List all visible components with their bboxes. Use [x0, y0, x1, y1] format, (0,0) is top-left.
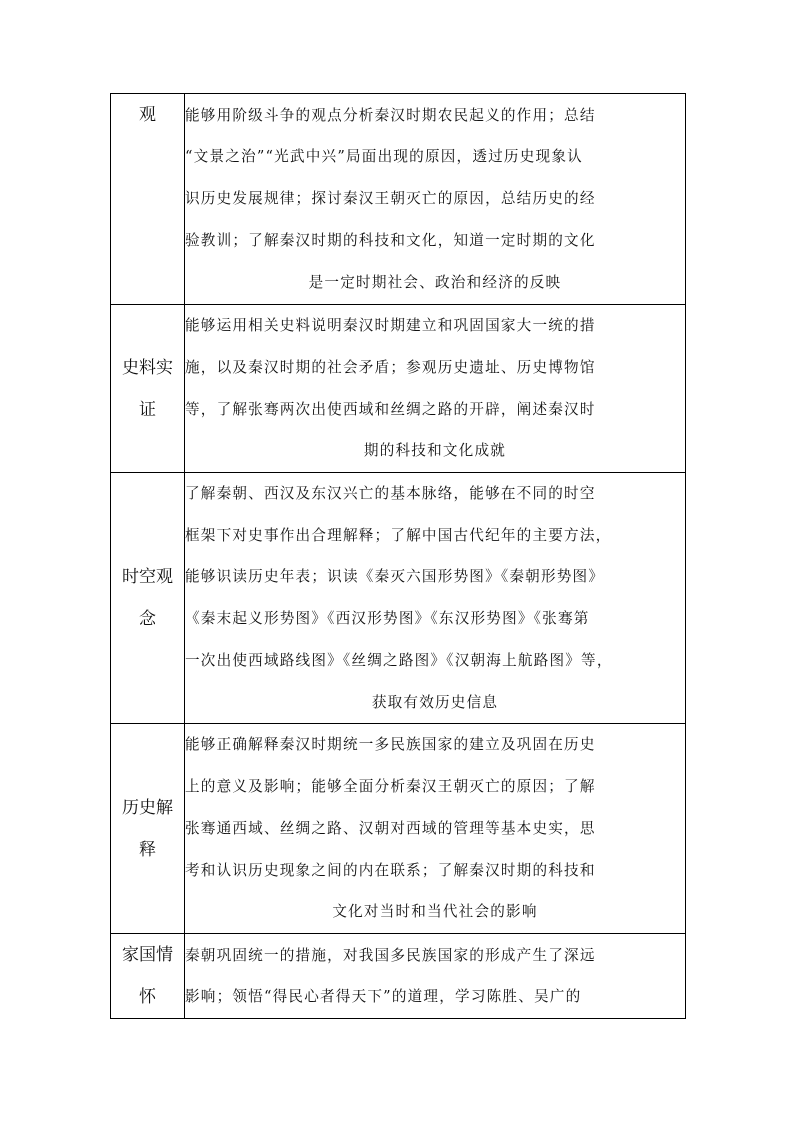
- content-line: 获取有效历史信息: [371, 693, 499, 711]
- content-line: 秦朝巩固统一的措施，对我国多民族国家的形成产生了深远: [185, 946, 596, 964]
- row-content: [185, 305, 686, 473]
- content-line: 了解秦朝、西汉及东汉兴亡的基本脉络，能够在不同的时空: [185, 485, 596, 502]
- content-line: 张骞通西域、丝绸之路、汉朝对西域的管理等基本史实，思: [185, 819, 596, 837]
- content-line: 考和认识历史现象之间的内在联系；了解秦汉时期的科技和: [185, 861, 596, 879]
- table-row: [111, 305, 686, 473]
- table-row: [111, 724, 686, 934]
- content-line: 上的意义及影响；能够全面分析秦汉王朝灭亡的原因；了解: [185, 778, 596, 796]
- content-line: 文化对当时和当代社会的影响: [332, 903, 538, 921]
- row-label-text: 史料实 证: [122, 357, 173, 420]
- row-content: [185, 934, 686, 1019]
- content-line: 是一定时期社会、政治和经济的反映: [308, 273, 562, 291]
- row-label-text: 时空观 念: [122, 567, 173, 630]
- content-line: 期的科技和文化成就: [363, 442, 507, 460]
- row-label: [111, 94, 185, 305]
- row-label-text: 历史解 释: [122, 797, 173, 860]
- content-line: 框架下对史事作出合理解释；了解中国古代纪年的主要方法，: [185, 526, 612, 544]
- content-line: 等，了解张骞两次出使西域和丝绸之路的开辟，阐述秦汉时: [185, 400, 596, 418]
- row-label: [111, 724, 185, 934]
- content-line: 识历史发展规律；探讨秦汉王朝灭亡的原因，总结历史的经: [185, 190, 596, 208]
- row-content: [185, 94, 686, 305]
- content-line: 能够运用相关史料说明秦汉时期建立和巩固国家大一统的措: [185, 317, 596, 335]
- content-line: 《秦末起义形势图》《西汉形势图》《东汉形势图》《张骞第: [185, 610, 590, 628]
- content-line: “文景之治”“光武中兴”局面出现的原因，透过历史现象认: [185, 148, 583, 166]
- row-content: [185, 724, 686, 934]
- curriculum-table: [110, 93, 686, 1019]
- row-label-text: 观: [139, 105, 156, 125]
- table-row: [111, 934, 686, 1019]
- content-line: 施，以及秦汉时期的社会矛盾；参观历史遗址、历史博物馆: [185, 358, 596, 376]
- content-line: 验教训；了解秦汉时期的科技和文化，知道一定时期的文化: [185, 231, 596, 249]
- row-label-text: 家国情 怀: [122, 945, 173, 1008]
- content-line: 能够用阶级斗争的观点分析秦汉时期农民起义的作用；总结: [185, 106, 596, 124]
- content-line: 能够识读历史年表；识读《秦灭六国形势图》《秦朝形势图》: [185, 568, 605, 586]
- content-line: 影响；领悟“得民心者得天下”的道理，学习陈胜、吴广的: [185, 988, 582, 1006]
- table-row: [111, 473, 686, 724]
- row-label: [111, 934, 185, 1019]
- table-row: [111, 94, 686, 305]
- row-label: [111, 305, 185, 473]
- content-line: 能够正确解释秦汉时期统一多民族国家的建立及巩固在历史: [185, 736, 596, 754]
- content-line: 一次出使西域路线图》《丝绸之路图》《汉朝海上航路图》等，: [185, 651, 613, 669]
- row-content: [185, 473, 686, 724]
- row-label: [111, 473, 185, 724]
